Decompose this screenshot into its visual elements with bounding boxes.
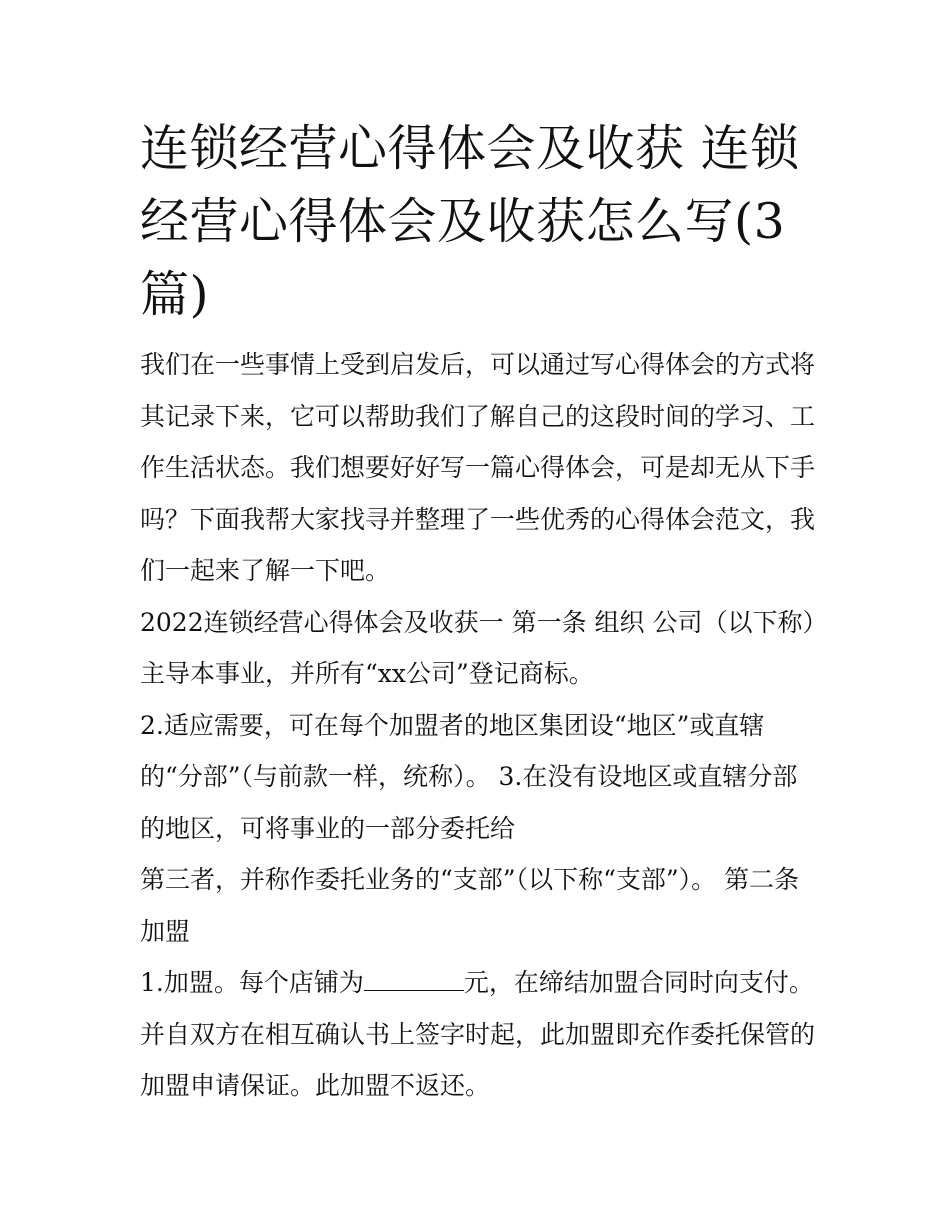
intro-paragraph: 我们在一些事情上受到启发后，可以通过写心得体会的方式将其记录下来，它可以帮助我们了解自己的这段时间的学习、工作生活状态。我们想要好好写一篇心得体会，可是却无从下手吗？下面我帮大家找寻并整理了一些优秀的心得体会范文，我们一起来了解一下吧。 — [140, 350, 816, 585]
fee-text-after: 元，在缔结加盟合同时向支付。并自双方在相互确认书上签字时起，此加盟即充作委托保管的加盟申请保证。此加盟不返还。 — [140, 968, 816, 1100]
fee-text-before: 1.加盟。每个店铺为 — [140, 968, 364, 997]
clause-three-paragraph: 的“分部”（与前款一样，统称）。 3.在没有设地区或直辖分部的地区，可将事业的一部分委托给 — [140, 762, 798, 843]
document-title: 连锁经营心得体会及收获 连锁经营心得体会及收获怎么写(3篇) — [140, 120, 800, 323]
fee-blank-line — [364, 968, 464, 991]
clause-two-line: 2.适应需要，可在每个加盟者的地区集团设“地区”或直辖 — [140, 710, 765, 740]
section-one-paragraph: 2022连锁经营心得体会及收获一 第一条 组织 公司（以下称）主导本事业，并所有“xx公司”登记商标。 — [140, 607, 815, 688]
document-page — [140, 112, 820, 1112]
third-party-paragraph: 第三者，并称作委托业务的“支部”（以下称“支部”）。 第二条 加盟 — [140, 865, 800, 946]
fee-paragraph — [140, 957, 820, 1112]
